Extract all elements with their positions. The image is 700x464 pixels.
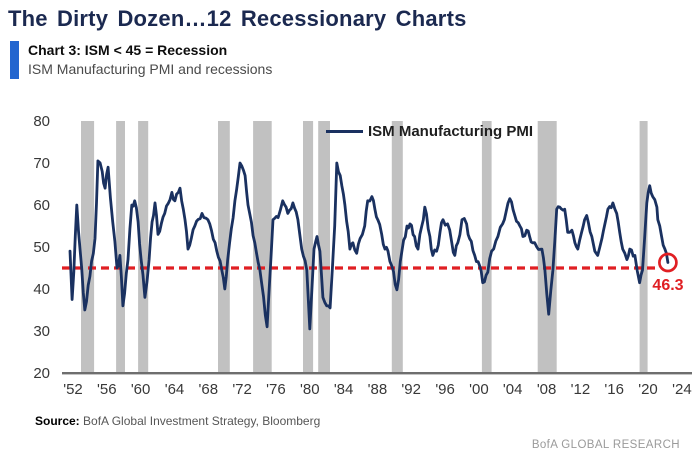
source-row bbox=[35, 414, 320, 428]
page-title: The Dirty Dozen…12 Recessionary Charts bbox=[8, 6, 467, 31]
x-tick-label: '52 bbox=[63, 381, 83, 398]
x-tick-label: '60 bbox=[130, 381, 151, 398]
x-tick-label: '84 bbox=[333, 381, 354, 398]
recession-band bbox=[303, 121, 313, 373]
y-tick-label: 70 bbox=[33, 155, 50, 172]
x-tick-label: '20 bbox=[638, 381, 658, 398]
x-tick-label: '64 bbox=[164, 381, 185, 398]
chart-number-label: Chart 3: ISM < 45 = Recession bbox=[28, 42, 228, 58]
accent-bar bbox=[10, 41, 19, 79]
y-tick-label: 20 bbox=[33, 365, 50, 382]
x-tick-label: '16 bbox=[604, 381, 624, 398]
x-axis-line bbox=[62, 372, 692, 374]
x-tick-label: '88 bbox=[367, 381, 388, 398]
x-tick-label: '72 bbox=[232, 381, 252, 398]
legend-label: ISM Manufacturing PMI bbox=[368, 123, 533, 140]
y-tick-label: 50 bbox=[33, 239, 50, 256]
x-tick-label: '96 bbox=[435, 381, 455, 398]
x-tick-label: '92 bbox=[401, 381, 421, 398]
y-tick-label: 40 bbox=[33, 281, 50, 298]
source-text: BofA Global Investment Strategy, Bloomberg bbox=[83, 414, 321, 428]
brand-text: BofA GLOBAL RESEARCH bbox=[531, 439, 680, 451]
x-tick-label: '08 bbox=[536, 381, 557, 398]
y-tick-label: 60 bbox=[33, 197, 50, 214]
chart-legend bbox=[326, 123, 533, 140]
chart-subtitle: ISM Manufacturing PMI and recessions bbox=[28, 61, 273, 77]
chart-header-text bbox=[28, 41, 272, 79]
pmi-line bbox=[70, 161, 668, 329]
x-tick-label: '76 bbox=[266, 381, 286, 398]
x-tick-label: '56 bbox=[97, 381, 117, 398]
x-tick-label: '12 bbox=[570, 381, 591, 398]
x-tick-label: '68 bbox=[198, 381, 219, 398]
x-tick-label: '24 bbox=[672, 381, 692, 398]
y-tick-label: 30 bbox=[33, 323, 50, 340]
last-value-annotation: 46.3 bbox=[652, 277, 684, 294]
recession-band bbox=[81, 121, 94, 373]
y-tick-label: 80 bbox=[33, 113, 50, 130]
chart-header bbox=[10, 41, 272, 79]
recession-band bbox=[116, 121, 125, 373]
recession-band bbox=[482, 121, 492, 373]
x-tick-label: '04 bbox=[502, 381, 523, 398]
x-tick-label: '00 bbox=[469, 381, 489, 398]
source-label: Source: bbox=[35, 414, 80, 428]
x-tick-label: '80 bbox=[300, 381, 320, 398]
legend-line-swatch bbox=[326, 130, 363, 133]
